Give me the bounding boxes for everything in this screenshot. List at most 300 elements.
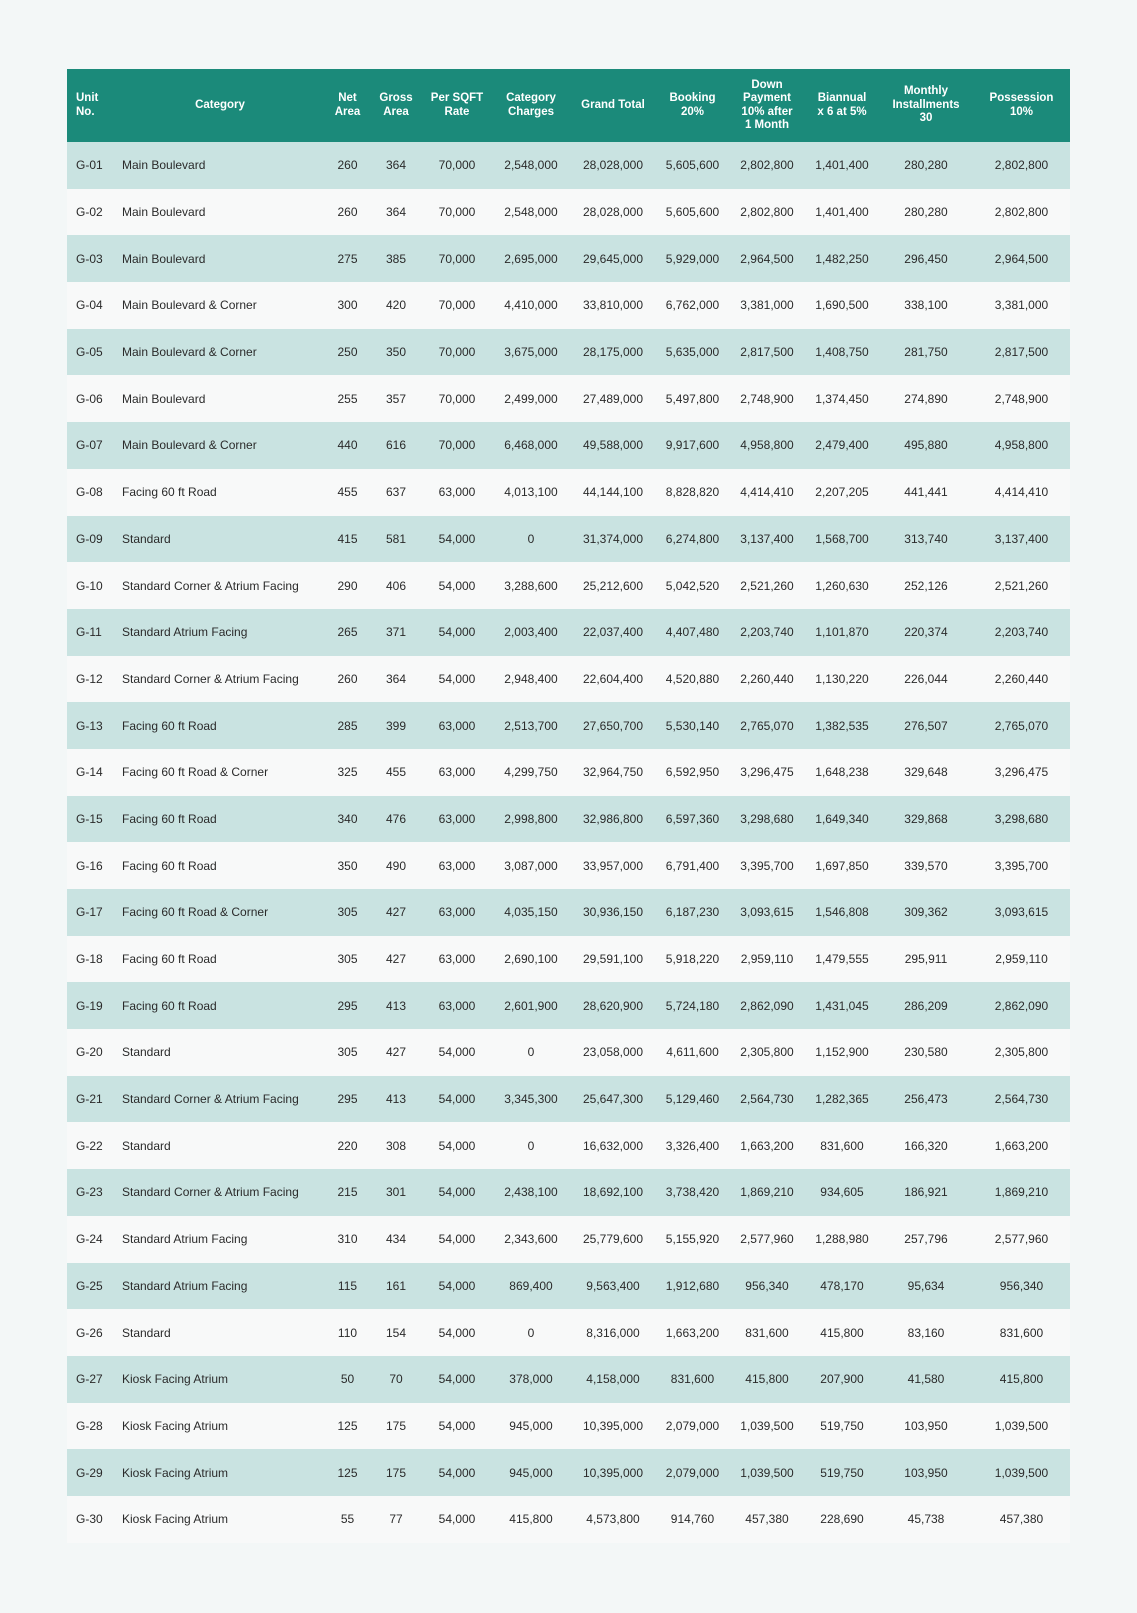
cell-booking: 3,326,400 [656,1122,729,1169]
cell-net-area: 455 [325,469,370,516]
cell-category-charges: 0 [492,516,570,563]
cell-category: Facing 60 ft Road [115,982,325,1029]
cell-biannual: 1,382,535 [805,702,879,749]
cell-category: Main Boulevard [115,235,325,282]
cell-unit-no: G-25 [67,1263,115,1310]
cell-down-payment: 3,381,000 [729,282,805,329]
cell-grand-total: 33,810,000 [570,282,656,329]
header-per-sqft-rate: Per SQFT Rate [422,69,492,142]
cell-booking: 5,605,600 [656,142,729,189]
cell-booking: 9,917,600 [656,422,729,469]
cell-down-payment: 1,663,200 [729,1122,805,1169]
cell-unit-no: G-20 [67,1029,115,1076]
cell-monthly-installments: 495,880 [879,422,973,469]
header-gross-area: Gross Area [370,69,422,142]
cell-down-payment: 2,817,500 [729,329,805,376]
cell-monthly-installments: 45,738 [879,1496,973,1543]
cell-grand-total: 32,986,800 [570,796,656,843]
cell-booking: 6,791,400 [656,842,729,889]
cell-biannual: 1,288,980 [805,1216,879,1263]
cell-grand-total: 31,374,000 [570,516,656,563]
cell-category-charges: 945,000 [492,1403,570,1450]
cell-net-area: 300 [325,282,370,329]
cell-monthly-installments: 338,100 [879,282,973,329]
cell-gross-area: 364 [370,189,422,236]
table-row [67,235,1070,282]
cell-grand-total: 16,632,000 [570,1122,656,1169]
table-row [67,469,1070,516]
cell-category: Main Boulevard [115,189,325,236]
cell-per-sqft-rate: 54,000 [422,1449,492,1496]
cell-down-payment: 1,039,500 [729,1403,805,1450]
cell-category-charges: 945,000 [492,1449,570,1496]
cell-gross-area: 476 [370,796,422,843]
cell-monthly-installments: 280,280 [879,189,973,236]
cell-net-area: 325 [325,749,370,796]
cell-grand-total: 29,591,100 [570,936,656,983]
cell-possession: 2,577,960 [973,1216,1070,1263]
cell-net-area: 310 [325,1216,370,1263]
cell-category-charges: 4,013,100 [492,469,570,516]
header-possession: Possession 10% [973,69,1070,142]
cell-unit-no: G-10 [67,562,115,609]
cell-down-payment: 457,380 [729,1496,805,1543]
cell-net-area: 110 [325,1309,370,1356]
cell-gross-area: 350 [370,329,422,376]
cell-booking: 3,738,420 [656,1169,729,1216]
cell-possession: 2,802,800 [973,189,1070,236]
cell-category-charges: 2,548,000 [492,189,570,236]
cell-biannual: 1,101,870 [805,609,879,656]
cell-unit-no: G-17 [67,889,115,936]
cell-grand-total: 28,028,000 [570,189,656,236]
cell-per-sqft-rate: 54,000 [422,516,492,563]
cell-category-charges: 869,400 [492,1263,570,1310]
cell-monthly-installments: 230,580 [879,1029,973,1076]
cell-category-charges: 0 [492,1122,570,1169]
cell-grand-total: 25,779,600 [570,1216,656,1263]
cell-possession: 3,298,680 [973,796,1070,843]
cell-down-payment: 2,765,070 [729,702,805,749]
cell-category-charges: 2,695,000 [492,235,570,282]
cell-booking: 4,611,600 [656,1029,729,1076]
cell-grand-total: 23,058,000 [570,1029,656,1076]
cell-possession: 1,663,200 [973,1122,1070,1169]
cell-per-sqft-rate: 54,000 [422,1263,492,1310]
table-row [67,1076,1070,1123]
cell-grand-total: 49,588,000 [570,422,656,469]
cell-booking: 1,912,680 [656,1263,729,1310]
cell-net-area: 260 [325,656,370,703]
table-row [67,1216,1070,1263]
cell-down-payment: 3,137,400 [729,516,805,563]
payment-plan-table [67,69,1070,1543]
cell-booking: 831,600 [656,1356,729,1403]
cell-booking: 5,635,000 [656,329,729,376]
table-row [67,422,1070,469]
cell-down-payment: 2,203,740 [729,609,805,656]
cell-category: Facing 60 ft Road [115,702,325,749]
header-monthly-installments: Monthly Installments 30 [879,69,973,142]
table-row [67,702,1070,749]
cell-biannual: 2,207,205 [805,469,879,516]
cell-biannual: 1,401,400 [805,142,879,189]
cell-per-sqft-rate: 70,000 [422,282,492,329]
cell-gross-area: 70 [370,1356,422,1403]
cell-category-charges: 2,343,600 [492,1216,570,1263]
cell-monthly-installments: 103,950 [879,1449,973,1496]
cell-biannual: 415,800 [805,1309,879,1356]
cell-unit-no: G-16 [67,842,115,889]
cell-gross-area: 175 [370,1449,422,1496]
table-header [67,69,1070,142]
cell-down-payment: 2,862,090 [729,982,805,1029]
cell-category: Main Boulevard & Corner [115,282,325,329]
cell-category-charges: 3,288,600 [492,562,570,609]
cell-net-area: 340 [325,796,370,843]
cell-monthly-installments: 166,320 [879,1122,973,1169]
cell-net-area: 125 [325,1403,370,1450]
cell-booking: 5,042,520 [656,562,729,609]
cell-possession: 3,137,400 [973,516,1070,563]
cell-gross-area: 154 [370,1309,422,1356]
cell-per-sqft-rate: 70,000 [422,422,492,469]
cell-category: Standard Atrium Facing [115,1216,325,1263]
cell-per-sqft-rate: 63,000 [422,842,492,889]
cell-grand-total: 28,175,000 [570,329,656,376]
table-row [67,1496,1070,1543]
header-net-area: Net Area [325,69,370,142]
cell-down-payment: 831,600 [729,1309,805,1356]
cell-per-sqft-rate: 63,000 [422,702,492,749]
cell-monthly-installments: 296,450 [879,235,973,282]
cell-down-payment: 1,869,210 [729,1169,805,1216]
cell-unit-no: G-05 [67,329,115,376]
cell-net-area: 250 [325,329,370,376]
header-booking: Booking 20% [656,69,729,142]
table-row [67,749,1070,796]
cell-per-sqft-rate: 54,000 [422,1403,492,1450]
cell-net-area: 285 [325,702,370,749]
cell-biannual: 1,697,850 [805,842,879,889]
cell-booking: 5,497,800 [656,375,729,422]
cell-gross-area: 616 [370,422,422,469]
cell-biannual: 1,152,900 [805,1029,879,1076]
cell-booking: 1,663,200 [656,1309,729,1356]
cell-unit-no: G-07 [67,422,115,469]
cell-possession: 2,817,500 [973,329,1070,376]
cell-possession: 3,395,700 [973,842,1070,889]
cell-category-charges: 415,800 [492,1496,570,1543]
cell-net-area: 220 [325,1122,370,1169]
cell-unit-no: G-15 [67,796,115,843]
cell-biannual: 1,431,045 [805,982,879,1029]
cell-gross-area: 413 [370,982,422,1029]
cell-unit-no: G-08 [67,469,115,516]
cell-monthly-installments: 256,473 [879,1076,973,1123]
cell-down-payment: 3,296,475 [729,749,805,796]
payment-plan-table-container [67,69,1070,1543]
header-down-payment: Down Payment 10% after 1 Month [729,69,805,142]
cell-category: Standard Corner & Atrium Facing [115,1076,325,1123]
cell-net-area: 350 [325,842,370,889]
cell-possession: 831,600 [973,1309,1070,1356]
cell-category-charges: 3,087,000 [492,842,570,889]
cell-per-sqft-rate: 70,000 [422,329,492,376]
header-unit-no: Unit No. [67,69,115,142]
cell-net-area: 260 [325,189,370,236]
cell-grand-total: 30,936,150 [570,889,656,936]
cell-monthly-installments: 257,796 [879,1216,973,1263]
cell-biannual: 1,546,808 [805,889,879,936]
cell-net-area: 50 [325,1356,370,1403]
cell-monthly-installments: 309,362 [879,889,973,936]
cell-biannual: 1,568,700 [805,516,879,563]
table-row [67,562,1070,609]
cell-per-sqft-rate: 70,000 [422,189,492,236]
cell-per-sqft-rate: 54,000 [422,562,492,609]
cell-unit-no: G-01 [67,142,115,189]
cell-possession: 4,414,410 [973,469,1070,516]
cell-category-charges: 2,690,100 [492,936,570,983]
cell-booking: 4,520,880 [656,656,729,703]
cell-category: Kiosk Facing Atrium [115,1356,325,1403]
cell-per-sqft-rate: 70,000 [422,142,492,189]
cell-down-payment: 2,748,900 [729,375,805,422]
cell-gross-area: 406 [370,562,422,609]
cell-booking: 5,918,220 [656,936,729,983]
cell-category: Kiosk Facing Atrium [115,1496,325,1543]
cell-monthly-installments: 226,044 [879,656,973,703]
cell-unit-no: G-22 [67,1122,115,1169]
cell-category: Kiosk Facing Atrium [115,1403,325,1450]
cell-monthly-installments: 281,750 [879,329,973,376]
cell-possession: 1,869,210 [973,1169,1070,1216]
cell-category: Facing 60 ft Road & Corner [115,749,325,796]
cell-gross-area: 490 [370,842,422,889]
cell-gross-area: 308 [370,1122,422,1169]
cell-monthly-installments: 441,441 [879,469,973,516]
cell-down-payment: 2,260,440 [729,656,805,703]
cell-gross-area: 161 [370,1263,422,1310]
header-category-charges: Category Charges [492,69,570,142]
cell-per-sqft-rate: 70,000 [422,375,492,422]
table-row [67,189,1070,236]
cell-down-payment: 2,959,110 [729,936,805,983]
cell-booking: 5,929,000 [656,235,729,282]
cell-down-payment: 4,414,410 [729,469,805,516]
table-row [67,1309,1070,1356]
cell-category-charges: 3,675,000 [492,329,570,376]
cell-down-payment: 2,577,960 [729,1216,805,1263]
cell-booking: 914,760 [656,1496,729,1543]
cell-booking: 6,592,950 [656,749,729,796]
cell-biannual: 1,690,500 [805,282,879,329]
cell-gross-area: 175 [370,1403,422,1450]
cell-grand-total: 10,395,000 [570,1403,656,1450]
cell-biannual: 1,130,220 [805,656,879,703]
cell-category: Standard Atrium Facing [115,609,325,656]
table-row [67,982,1070,1029]
cell-booking: 2,079,000 [656,1449,729,1496]
cell-category: Standard [115,1029,325,1076]
cell-biannual: 1,479,555 [805,936,879,983]
cell-category: Standard [115,1309,325,1356]
cell-biannual: 1,282,365 [805,1076,879,1123]
cell-unit-no: G-19 [67,982,115,1029]
cell-grand-total: 29,645,000 [570,235,656,282]
cell-possession: 3,093,615 [973,889,1070,936]
table-row [67,936,1070,983]
cell-category: Standard Atrium Facing [115,1263,325,1310]
cell-booking: 5,724,180 [656,982,729,1029]
cell-net-area: 260 [325,142,370,189]
cell-gross-area: 371 [370,609,422,656]
cell-category-charges: 0 [492,1029,570,1076]
table-row [67,1403,1070,1450]
table-row [67,842,1070,889]
cell-possession: 1,039,500 [973,1449,1070,1496]
cell-net-area: 295 [325,1076,370,1123]
cell-per-sqft-rate: 63,000 [422,936,492,983]
table-row [67,329,1070,376]
cell-gross-area: 581 [370,516,422,563]
cell-unit-no: G-23 [67,1169,115,1216]
cell-grand-total: 22,037,400 [570,609,656,656]
header-category: Category [115,69,325,142]
cell-unit-no: G-03 [67,235,115,282]
cell-down-payment: 2,521,260 [729,562,805,609]
cell-possession: 1,039,500 [973,1403,1070,1450]
cell-grand-total: 4,573,800 [570,1496,656,1543]
cell-monthly-installments: 339,570 [879,842,973,889]
cell-monthly-installments: 329,868 [879,796,973,843]
cell-down-payment: 4,958,800 [729,422,805,469]
cell-gross-area: 357 [370,375,422,422]
cell-category: Facing 60 ft Road [115,842,325,889]
cell-possession: 2,521,260 [973,562,1070,609]
cell-biannual: 207,900 [805,1356,879,1403]
cell-unit-no: G-21 [67,1076,115,1123]
cell-down-payment: 956,340 [729,1263,805,1310]
cell-unit-no: G-26 [67,1309,115,1356]
cell-down-payment: 3,395,700 [729,842,805,889]
cell-category: Standard [115,1122,325,1169]
table-row [67,1122,1070,1169]
cell-category: Standard Corner & Atrium Facing [115,562,325,609]
cell-possession: 4,958,800 [973,422,1070,469]
cell-monthly-installments: 95,634 [879,1263,973,1310]
table-row [67,375,1070,422]
cell-category-charges: 2,499,000 [492,375,570,422]
cell-unit-no: G-09 [67,516,115,563]
cell-gross-area: 420 [370,282,422,329]
cell-category-charges: 2,003,400 [492,609,570,656]
cell-per-sqft-rate: 54,000 [422,609,492,656]
table-body [67,142,1070,1543]
cell-unit-no: G-30 [67,1496,115,1543]
cell-biannual: 228,690 [805,1496,879,1543]
table-row [67,282,1070,329]
cell-per-sqft-rate: 54,000 [422,1076,492,1123]
cell-possession: 457,380 [973,1496,1070,1543]
cell-per-sqft-rate: 63,000 [422,469,492,516]
cell-grand-total: 22,604,400 [570,656,656,703]
cell-net-area: 215 [325,1169,370,1216]
cell-gross-area: 301 [370,1169,422,1216]
cell-gross-area: 413 [370,1076,422,1123]
cell-possession: 2,203,740 [973,609,1070,656]
cell-category: Facing 60 ft Road [115,936,325,983]
cell-down-payment: 2,305,800 [729,1029,805,1076]
cell-grand-total: 18,692,100 [570,1169,656,1216]
cell-category-charges: 4,410,000 [492,282,570,329]
header-row [67,69,1070,142]
cell-category-charges: 6,468,000 [492,422,570,469]
cell-grand-total: 25,212,600 [570,562,656,609]
cell-gross-area: 455 [370,749,422,796]
cell-unit-no: G-24 [67,1216,115,1263]
cell-per-sqft-rate: 54,000 [422,1169,492,1216]
table-row [67,142,1070,189]
cell-down-payment: 3,093,615 [729,889,805,936]
cell-biannual: 1,482,250 [805,235,879,282]
cell-category: Standard Corner & Atrium Facing [115,656,325,703]
table-row [67,1356,1070,1403]
cell-per-sqft-rate: 54,000 [422,1356,492,1403]
cell-grand-total: 4,158,000 [570,1356,656,1403]
table-row [67,609,1070,656]
cell-possession: 415,800 [973,1356,1070,1403]
cell-possession: 2,802,800 [973,142,1070,189]
cell-category-charges: 0 [492,1309,570,1356]
cell-unit-no: G-04 [67,282,115,329]
cell-biannual: 1,408,750 [805,329,879,376]
cell-gross-area: 399 [370,702,422,749]
cell-possession: 2,305,800 [973,1029,1070,1076]
cell-biannual: 519,750 [805,1403,879,1450]
cell-gross-area: 385 [370,235,422,282]
cell-down-payment: 2,802,800 [729,189,805,236]
cell-biannual: 1,649,340 [805,796,879,843]
cell-monthly-installments: 83,160 [879,1309,973,1356]
cell-monthly-installments: 252,126 [879,562,973,609]
cell-biannual: 1,374,450 [805,375,879,422]
table-row [67,889,1070,936]
header-biannual: Biannual x 6 at 5% [805,69,879,142]
cell-grand-total: 10,395,000 [570,1449,656,1496]
cell-down-payment: 2,964,500 [729,235,805,282]
cell-category: Kiosk Facing Atrium [115,1449,325,1496]
cell-grand-total: 28,620,900 [570,982,656,1029]
cell-possession: 956,340 [973,1263,1070,1310]
cell-biannual: 831,600 [805,1122,879,1169]
cell-possession: 3,296,475 [973,749,1070,796]
header-grand-total: Grand Total [570,69,656,142]
table-row [67,1449,1070,1496]
cell-category-charges: 2,513,700 [492,702,570,749]
cell-unit-no: G-06 [67,375,115,422]
cell-possession: 2,748,900 [973,375,1070,422]
cell-net-area: 255 [325,375,370,422]
cell-unit-no: G-11 [67,609,115,656]
cell-category: Main Boulevard [115,142,325,189]
cell-monthly-installments: 329,648 [879,749,973,796]
cell-net-area: 55 [325,1496,370,1543]
cell-biannual: 2,479,400 [805,422,879,469]
cell-biannual: 1,648,238 [805,749,879,796]
table-row [67,516,1070,563]
